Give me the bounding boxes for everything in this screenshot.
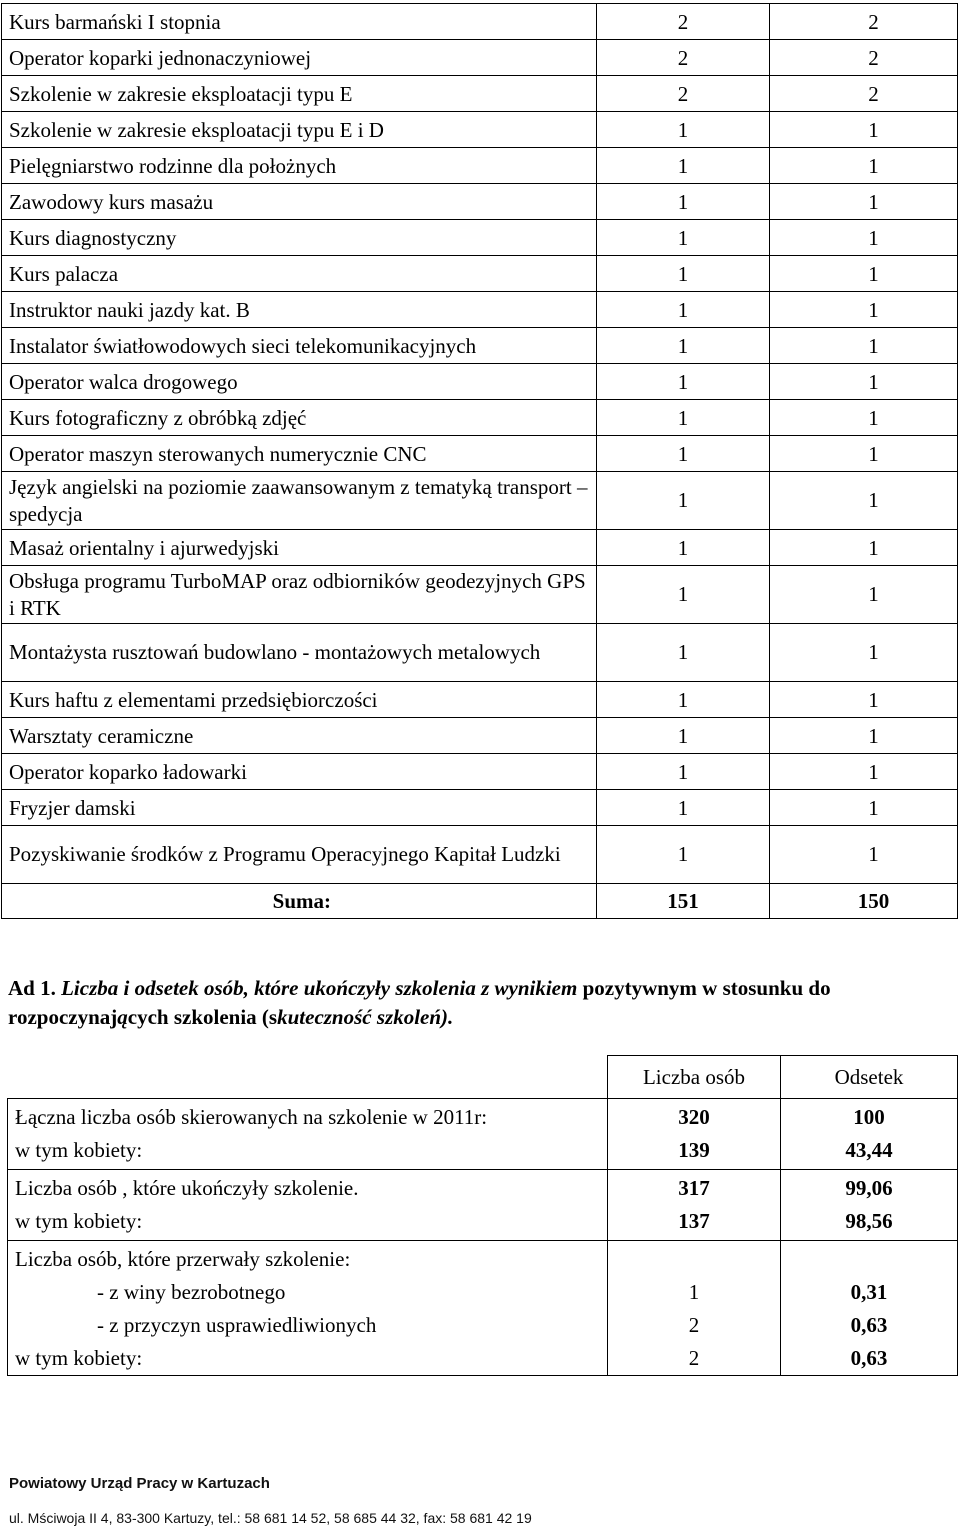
stats-row1-count: 320 [678, 1105, 710, 1129]
stats-row1-sub: w tym kobiety: [15, 1138, 143, 1162]
sum-label: Suma: [2, 884, 597, 919]
stats-row1-count-women: 139 [678, 1138, 710, 1162]
course-name: Warsztaty ceramiczne [2, 718, 597, 754]
course-row [2, 76, 958, 112]
stats-row1-pct: 100 [853, 1105, 885, 1129]
stats-row3-pct2: 0,63 [850, 1313, 888, 1337]
course-count-b: 1 [770, 624, 958, 682]
heading-part-5: cych szkolenia ( [127, 1005, 269, 1029]
course-row [2, 256, 958, 292]
course-count-b: 1 [770, 328, 958, 364]
stats-row3-sub2: - z przyczyn usprawiedliwionych [97, 1313, 377, 1337]
stats-row-referred [8, 1099, 958, 1170]
course-count-b: 1 [770, 436, 958, 472]
heading-part-6a: s [268, 1005, 278, 1029]
course-name: Obsługa programu TurboMAP oraz odbiorników geodezyjnych GPS i RTK [2, 566, 597, 624]
course-row [2, 220, 958, 256]
course-count-b: 1 [770, 754, 958, 790]
course-row [2, 328, 958, 364]
stats-row-completed [8, 1170, 958, 1241]
stats-row3-count-cell [608, 1241, 781, 1376]
courses-table [1, 3, 958, 919]
stats-row2-pct: 99,06 [845, 1176, 893, 1200]
course-count-a: 1 [597, 624, 770, 682]
course-count-b: 1 [770, 682, 958, 718]
course-name: Szkolenie w zakresie eksploatacji typu E i D [2, 112, 597, 148]
course-name: Instruktor nauki jazdy kat. B [2, 292, 597, 328]
course-count-b: 1 [770, 220, 958, 256]
course-count-a: 2 [597, 4, 770, 40]
page-footer [9, 1474, 532, 1527]
course-name: Operator koparki jednonaczyniowej [2, 40, 597, 76]
course-name: Operator koparko ładowarki [2, 754, 597, 790]
stats-row3-count3: 2 [688, 1346, 700, 1370]
course-row [2, 364, 958, 400]
course-count-b: 1 [770, 292, 958, 328]
stats-row1-pct-cell [781, 1099, 958, 1170]
stats-row3-label: Liczba osób, które przerwały szkolenie: [15, 1247, 351, 1271]
course-count-a: 1 [597, 790, 770, 826]
stats-table [7, 1055, 958, 1376]
course-name: Pozyskiwanie środków z Programu Operacyjnego Kapitał Ludzki [2, 826, 597, 884]
stats-row2-label: Liczba osób , które ukończyły szkolenie. [15, 1176, 359, 1200]
course-name: Język angielski na poziomie zaawansowanym z tematyką transport – spedycja [2, 472, 597, 530]
stats-header-empty [8, 1056, 608, 1099]
stats-row3-pct-cell [781, 1241, 958, 1376]
footer-organization: Powiatowy Urząd Pracy w Kartuzach [9, 1475, 270, 1492]
course-row [2, 292, 958, 328]
course-name: Szkolenie w zakresie eksploatacji typu E [2, 76, 597, 112]
stats-row2-count: 317 [678, 1176, 710, 1200]
course-count-a: 1 [597, 682, 770, 718]
stats-row3-pct1: 0,31 [850, 1280, 888, 1304]
course-row [2, 790, 958, 826]
course-count-a: 1 [597, 112, 770, 148]
course-row [2, 624, 958, 682]
course-name: Fryzjer damski [2, 790, 597, 826]
course-count-a: 1 [597, 718, 770, 754]
course-row [2, 148, 958, 184]
course-name: Kurs palacza [2, 256, 597, 292]
course-row [2, 400, 958, 436]
course-count-b: 2 [770, 4, 958, 40]
course-row [2, 436, 958, 472]
course-count-a: 2 [597, 76, 770, 112]
course-count-b: 1 [770, 400, 958, 436]
course-row [2, 184, 958, 220]
course-count-a: 1 [597, 472, 770, 530]
course-row [2, 566, 958, 624]
course-count-a: 1 [597, 292, 770, 328]
course-count-b: 1 [770, 256, 958, 292]
course-name: Kurs haftu z elementami przedsiębiorczości [2, 682, 597, 718]
sum-row [2, 884, 958, 919]
stats-row1-label: Łączna liczba osób skierowanych na szkolenie w 2011r: [15, 1105, 488, 1129]
col-count-header: Liczba osób [608, 1056, 781, 1099]
course-count-a: 1 [597, 436, 770, 472]
course-row [2, 682, 958, 718]
stats-header-row [8, 1056, 958, 1099]
stats-row2-count-cell [608, 1170, 781, 1241]
course-row [2, 472, 958, 530]
course-name: Pielęgniarstwo rodzinne dla położnych [2, 148, 597, 184]
stats-row1-pct-women: 43,44 [845, 1138, 893, 1162]
course-count-a: 1 [597, 220, 770, 256]
stats-row2-pct-cell [781, 1170, 958, 1241]
heading-part-2: Liczba i odsetek osób, które ukończyły szkolenia z wynikiem [55, 976, 578, 1000]
stats-row-interrupted [8, 1241, 958, 1376]
course-row [2, 40, 958, 76]
course-count-b: 1 [770, 530, 958, 566]
stats-row1-count-cell [608, 1099, 781, 1170]
course-name: Montażysta rusztowań budowlano - montażowych metalowych [2, 624, 597, 682]
course-row [2, 112, 958, 148]
course-count-a: 1 [597, 754, 770, 790]
course-name: Kurs barmański I stopnia [2, 4, 597, 40]
sum-value-b: 150 [770, 884, 958, 919]
course-name: Kurs diagnostyczny [2, 220, 597, 256]
course-name: Operator walca drogowego [2, 364, 597, 400]
stats-row2-count-women: 137 [678, 1209, 710, 1233]
course-row [2, 826, 958, 884]
course-name: Zawodowy kurs masażu [2, 184, 597, 220]
course-count-b: 1 [770, 826, 958, 884]
course-name: Kurs fotograficzny z obróbką zdjęć [2, 400, 597, 436]
stats-row1-label-cell [8, 1099, 608, 1170]
course-count-a: 1 [597, 400, 770, 436]
course-count-b: 2 [770, 40, 958, 76]
stats-row3-count-blank [608, 1243, 780, 1276]
stats-row3-count2: 2 [688, 1313, 700, 1337]
course-row [2, 4, 958, 40]
course-count-a: 1 [597, 328, 770, 364]
stats-row3-label-cell [8, 1241, 608, 1376]
course-count-a: 1 [597, 566, 770, 624]
course-count-a: 1 [597, 364, 770, 400]
course-count-a: 1 [597, 256, 770, 292]
col-pct-header: Odsetek [781, 1056, 958, 1099]
course-count-b: 1 [770, 472, 958, 530]
course-row [2, 718, 958, 754]
stats-row2-label-cell [8, 1170, 608, 1241]
course-count-b: 1 [770, 566, 958, 624]
sum-value-a: 151 [597, 884, 770, 919]
course-row [2, 754, 958, 790]
course-count-a: 1 [597, 530, 770, 566]
course-name: Masaż orientalny i ajurwedyjski [2, 530, 597, 566]
course-count-a: 1 [597, 184, 770, 220]
heading-prefix: Ad 1. [8, 976, 56, 1000]
heading-part-6b: kuteczność szkoleń). [277, 1005, 454, 1029]
course-name: Instalator światłowodowych sieci telekomunikacyjnych [2, 328, 597, 364]
stats-row3-pct3: 0,63 [850, 1346, 888, 1370]
heading-part-3: pozytywnym w stosunku do rozpoczynaj [8, 976, 831, 1029]
stats-row3-sub1: - z winy bezrobotnego [97, 1280, 286, 1304]
stats-row2-sub: w tym kobiety: [15, 1209, 143, 1233]
course-count-b: 1 [770, 790, 958, 826]
course-row [2, 530, 958, 566]
stats-row3-count1: 1 [688, 1280, 700, 1304]
footer-address: ul. Mściwoja II 4, 83-300 Kartuzy, tel.: 58 681 14 52, 58 685 44 32, fax: 58 681 42 19 [9, 1510, 532, 1526]
course-count-b: 1 [770, 184, 958, 220]
course-count-a: 2 [597, 40, 770, 76]
section-heading [8, 974, 958, 1032]
course-count-a: 1 [597, 148, 770, 184]
course-count-a: 1 [597, 826, 770, 884]
course-name: Operator maszyn sterowanych numerycznie CNC [2, 436, 597, 472]
stats-row3-pct-blank [781, 1243, 957, 1276]
course-count-b: 1 [770, 112, 958, 148]
course-count-b: 1 [770, 364, 958, 400]
course-count-b: 2 [770, 76, 958, 112]
heading-part-4: ą [117, 1005, 128, 1029]
stats-row2-pct-women: 98,56 [845, 1209, 893, 1233]
course-count-b: 1 [770, 148, 958, 184]
course-count-b: 1 [770, 718, 958, 754]
stats-row3-sub3: w tym kobiety: [15, 1346, 143, 1370]
